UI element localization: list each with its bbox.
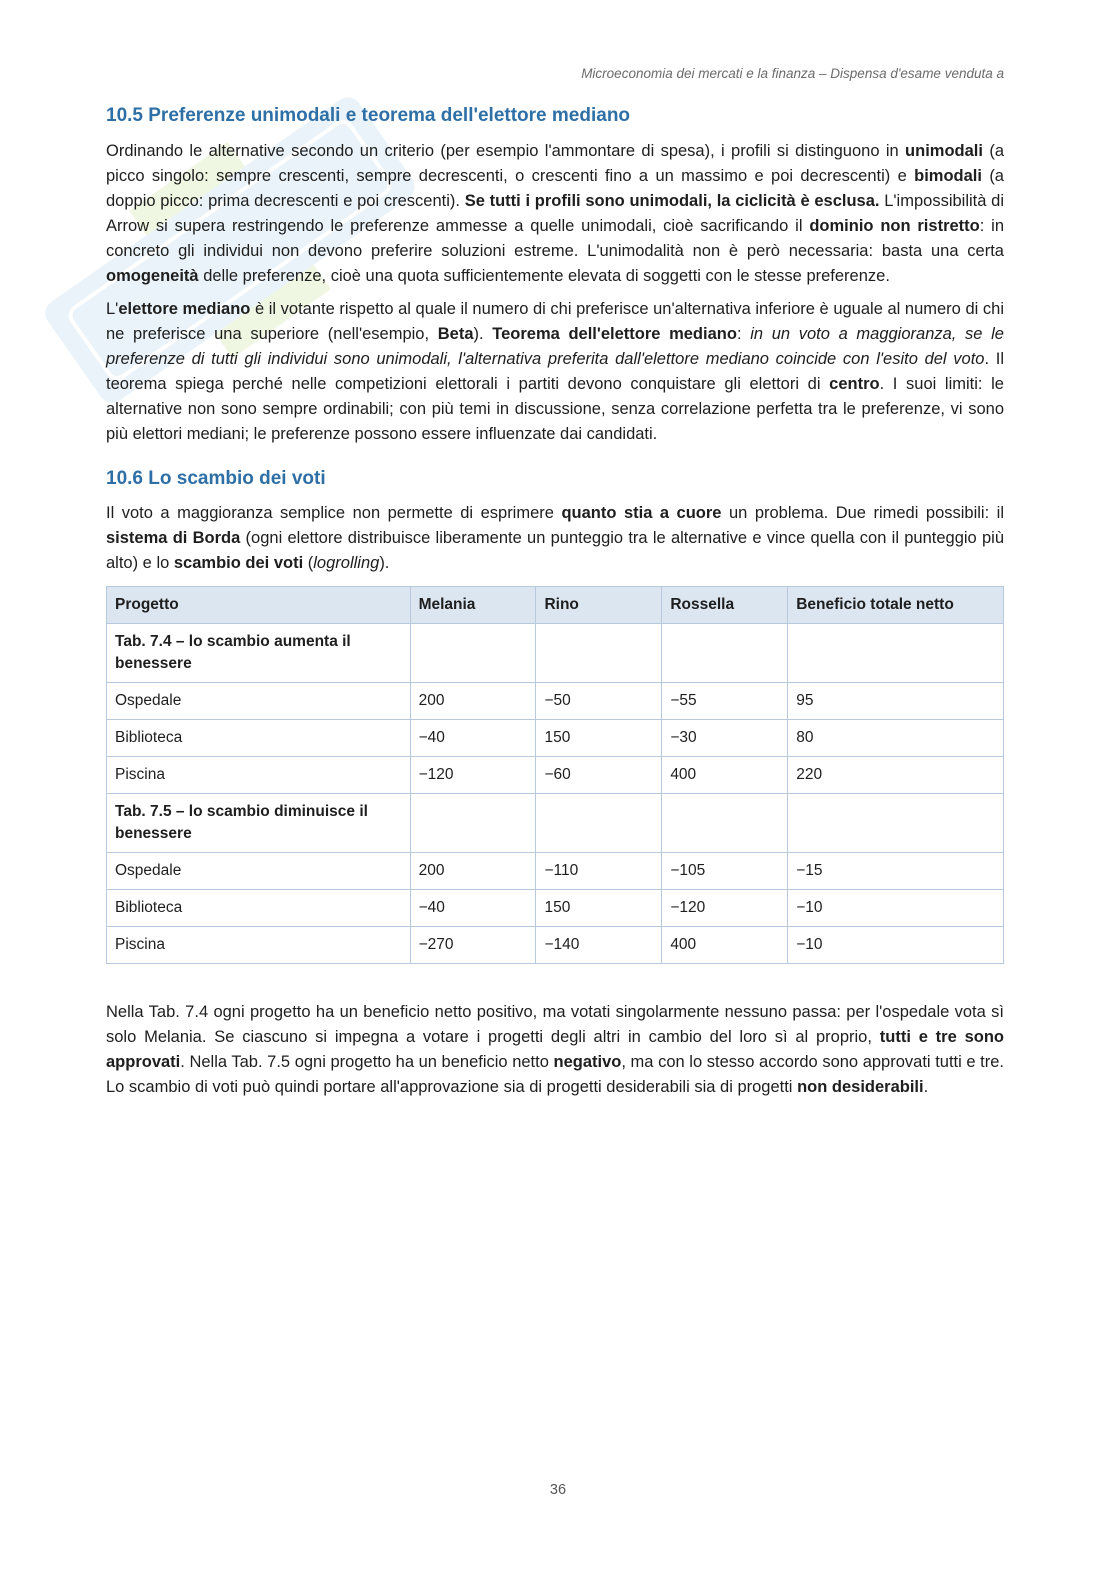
table-cell: 95 xyxy=(788,683,1004,720)
text-run: Nella Tab. 7.4 ogni progetto ha un beneficio netto positivo, ma votati singolarmente nessuno passa: per l'ospedale vota sì solo Melania. Se ciascuno si impegna a votare i progetti degli altri in cambio del loro sì al proprio, xyxy=(106,1003,1004,1047)
table-cell xyxy=(788,624,1004,683)
running-header: Microeconomia dei mercati e la finanza – Dispensa d'esame venduta a xyxy=(581,66,1004,81)
bold-term: negativo xyxy=(553,1053,622,1072)
table-cell: Biblioteca xyxy=(107,890,411,927)
bold-term: unimodali xyxy=(905,141,983,160)
bold-term: centro xyxy=(829,374,880,393)
table-cell xyxy=(536,624,662,683)
table-cell: −10 xyxy=(788,927,1004,964)
text-run: Il voto a maggioranza semplice non permette di esprimere xyxy=(106,504,562,523)
table-cell: −110 xyxy=(536,853,662,890)
paragraph-median-voter xyxy=(106,297,1004,447)
text-run: . I suoi limiti: le alternative non sono sempre ordinabili; con più temi in discussione, senza correlazione perfetta tra le preferenze, vi sono più elettori mediani; le preferenze possono essere influenzate dai candidati. xyxy=(106,374,1004,443)
table-cell: −120 xyxy=(662,890,788,927)
table-group-row xyxy=(107,624,1004,683)
table-cell xyxy=(536,794,662,853)
logrolling-table xyxy=(106,586,1004,964)
italic-statement: in un voto a maggioranza, se le preferenze di tutti gli individui sono unimodali, l'alternativa preferita dall'elettore mediano coincide con l'esito del voto xyxy=(106,324,1004,368)
table-row xyxy=(107,890,1004,927)
text-run: delle preferenze, cioè una quota sufficientemente elevata di soggetti con le stesse preferenze. xyxy=(198,266,890,285)
text-run: (ogni elettore distribuisce liberamente un punteggio tra le alternative e vince quella con il punteggio più alto) e lo xyxy=(106,529,1004,573)
table-cell xyxy=(662,794,788,853)
italic-term: logrolling xyxy=(313,554,380,573)
table-cell: −60 xyxy=(536,757,662,794)
text-run: ( xyxy=(303,554,314,573)
bold-term: omogeneità xyxy=(106,266,199,285)
text-run: ). xyxy=(473,324,493,343)
table-cell: 80 xyxy=(788,720,1004,757)
table-header-row xyxy=(107,587,1004,624)
table-cell: 150 xyxy=(536,720,662,757)
column-header: Rino xyxy=(536,587,662,624)
table-cell: 400 xyxy=(662,927,788,964)
bold-term: Beta xyxy=(437,324,474,343)
table-cell xyxy=(410,624,536,683)
table-cell: −30 xyxy=(662,720,788,757)
table-cell: 400 xyxy=(662,757,788,794)
text-run: (a doppio picco: prima decrescenti e poi crescenti). xyxy=(106,166,1004,210)
bold-term: quanto stia a cuore xyxy=(561,504,722,523)
text-run: è il votante rispetto al quale il numero di chi preferisce un'alternativa inferiore è uguale al numero di chi ne preferisce una superiore (nell'esempio, xyxy=(106,299,1004,343)
bold-term: sistema di Borda xyxy=(106,529,241,548)
table-row xyxy=(107,927,1004,964)
text-run: : in concreto gli individui non devono preferire soluzioni estreme. L'unimodalità non è però necessaria: basta una certa xyxy=(106,216,1004,260)
paragraph-table-explanation xyxy=(106,1000,1004,1100)
column-header: Beneficio totale netto xyxy=(788,587,1004,624)
text-run: (a picco singolo: sempre crescenti, sempre decrescenti, o crescenti fino a un massimo e poi decrescenti) e xyxy=(106,141,1004,185)
table-cell: −10 xyxy=(788,890,1004,927)
text-run: L'impossibilità di Arrow si supera restringendo le preferenze ammesse a quelle unimodali, cioè sacrificando il xyxy=(106,191,1004,235)
table-cell: −15 xyxy=(788,853,1004,890)
text-run: Ordinando le alternative secondo un criterio (per esempio l'ammontare di spesa), i profili si distinguono in xyxy=(106,141,906,160)
table-cell xyxy=(662,624,788,683)
bold-term: tutti e tre sono approvati xyxy=(106,1028,1004,1072)
column-header: Rossella xyxy=(662,587,788,624)
text-run: , ma con lo stesso accordo sono approvati tutti e tre. Lo scambio di voti può quindi portare all'approvazione sia di progetti desiderabili sia di progetti xyxy=(106,1053,1005,1097)
group-label: Tab. 7.5 – lo scambio diminuisce il benessere xyxy=(107,794,411,853)
table-cell: 150 xyxy=(536,890,662,927)
table-cell: −40 xyxy=(410,890,536,927)
table-row xyxy=(107,853,1004,890)
table-row xyxy=(107,720,1004,757)
text-run: . Il teorema spiega perché nelle competizioni elettorali i partiti devono conquistare gli elettori di xyxy=(106,349,1004,393)
column-header: Progetto xyxy=(107,587,411,624)
table-cell: −105 xyxy=(662,853,788,890)
table-row xyxy=(107,683,1004,720)
table-cell: −270 xyxy=(410,927,536,964)
table-cell: Biblioteca xyxy=(107,720,411,757)
section-heading-10-5: 10.5 Preferenze unimodali e teorema dell'elettore mediano xyxy=(106,105,631,126)
text-run: . xyxy=(923,1078,929,1097)
bold-term: non desiderabili xyxy=(797,1078,924,1097)
text-run: un problema. Due rimedi possibili: il xyxy=(721,504,1005,523)
table-cell: −120 xyxy=(410,757,536,794)
table-cell: Piscina xyxy=(107,927,411,964)
table-cell xyxy=(788,794,1004,853)
column-header: Melania xyxy=(410,587,536,624)
section-heading-10-6: 10.6 Lo scambio dei voti xyxy=(106,467,326,489)
table-cell: −50 xyxy=(536,683,662,720)
table-cell xyxy=(410,794,536,853)
main-content xyxy=(106,104,1004,1100)
group-label: Tab. 7.4 – lo scambio aumenta il benessere xyxy=(107,624,411,683)
table-cell: −55 xyxy=(662,683,788,720)
text-run: : xyxy=(736,324,751,343)
table-cell: Ospedale xyxy=(107,853,411,890)
bold-term: Se tutti i profili sono unimodali, la ciclicità è esclusa. xyxy=(464,191,880,210)
table-group-row xyxy=(107,794,1004,853)
table-cell: 200 xyxy=(410,853,536,890)
bold-term: Teorema dell'elettore mediano xyxy=(492,324,737,343)
table-cell: 220 xyxy=(788,757,1004,794)
paragraph-vote-exchange xyxy=(106,501,1004,576)
text-run: . Nella Tab. 7.5 ogni progetto ha un beneficio netto xyxy=(180,1053,554,1072)
bold-term: bimodali xyxy=(914,166,982,185)
text-run: ). xyxy=(379,554,390,573)
bold-term: elettore mediano xyxy=(118,299,251,318)
bold-term: scambio dei voti xyxy=(173,554,304,573)
table-cell: 200 xyxy=(410,683,536,720)
paragraph-unimodal-profiles xyxy=(106,139,1004,289)
text-run: L' xyxy=(106,299,119,318)
bold-term: dominio non ristretto xyxy=(809,216,980,235)
page-number: 36 xyxy=(549,1482,567,1498)
table-cell: Piscina xyxy=(107,757,411,794)
table-row xyxy=(107,757,1004,794)
table-cell: −140 xyxy=(536,927,662,964)
table-cell: −40 xyxy=(410,720,536,757)
table-cell: Ospedale xyxy=(107,683,411,720)
